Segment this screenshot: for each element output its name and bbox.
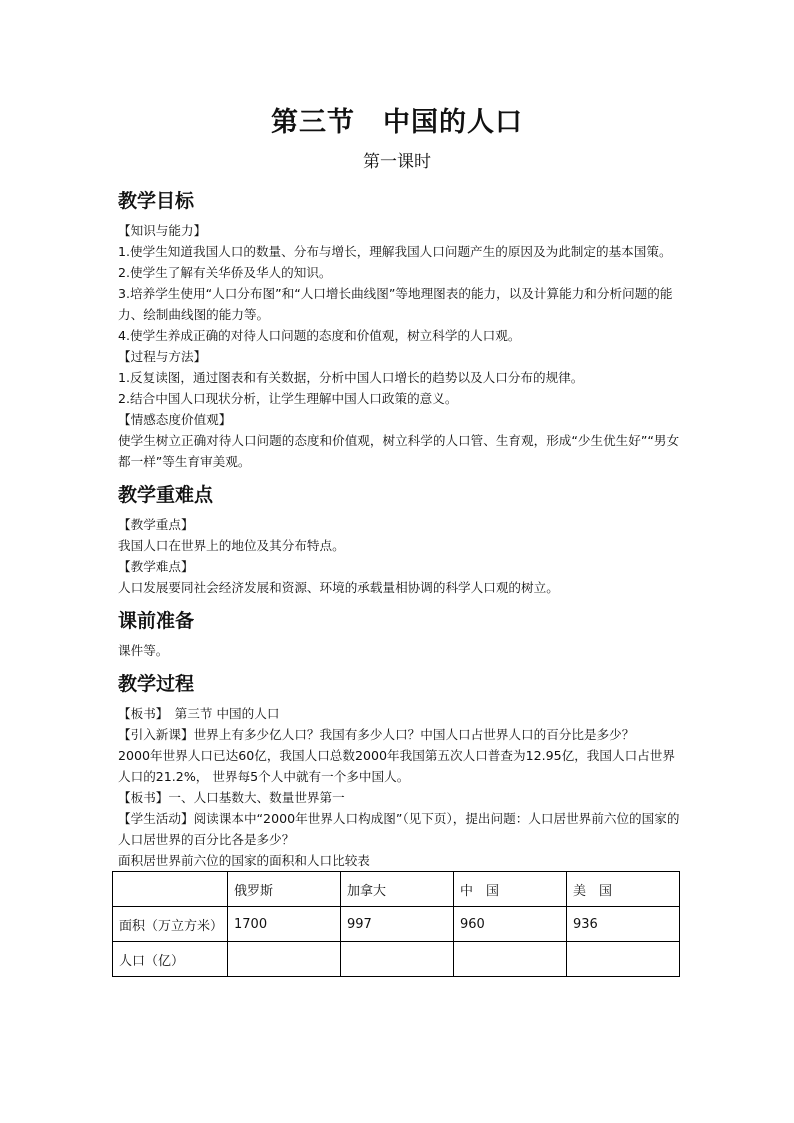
section-heading-objectives: 教学目标 <box>118 190 195 212</box>
paragraph: 1.使学生知道我国人口的数量、分布与增长，理解我国人口问题产生的原因及为此制定的基本国策。 <box>118 244 672 259</box>
table-cell: 960 <box>454 907 567 942</box>
board-note: 【板书】一、人口基数大、数量世界第一 <box>118 790 345 805</box>
table-row <box>113 942 680 977</box>
table-header-cell: 俄罗斯 <box>228 872 341 907</box>
table-header-cell: 美 国 <box>567 872 680 907</box>
document-body <box>118 186 680 977</box>
paragraph: 2000年世界人口已达60亿，我国人口总数2000年我国第五次人口普查为12.95亿，我国人口占世界人口的21.2%， 世界每5个人中就有一个多中国人。 <box>118 748 675 784</box>
subheading-focus: 【教学重点】 <box>118 517 194 532</box>
section-heading-key-points: 教学重难点 <box>118 484 214 506</box>
paragraph: 1.反复读图，通过图表和有关数据，分析中国人口增长的趋势以及人口分布的规律。 <box>118 370 584 385</box>
paragraph: 我国人口在世界上的地位及其分布特点。 <box>118 538 345 553</box>
section-heading-preparation: 课前准备 <box>118 610 195 632</box>
table-header-cell: 中 国 <box>454 872 567 907</box>
table-cell <box>228 942 341 977</box>
table-cell: 面积（万立方米） <box>113 907 228 942</box>
paragraph: 2.结合中国人口现状分析，让学生理解中国人口政策的意义。 <box>118 391 458 406</box>
table-cell: 1700 <box>228 907 341 942</box>
paragraph: 【学生活动】阅读课本中“2000年世界人口构成图”（见下页），提出问题：人口居世界前六位的国家的人口居世界的百分比各是多少？ <box>118 811 680 847</box>
table-row <box>113 907 680 942</box>
table-header-cell: 加拿大 <box>341 872 454 907</box>
paragraph: 3.培养学生使用“人口分布图”和“人口增长曲线图”等地理图表的能力，以及计算能力和分析问题的能力、绘制曲线图的能力等。 <box>118 286 673 322</box>
paragraph: 人口发展要同社会经济发展和资源、环境的承载量相协调的科学人口观的树立。 <box>118 580 559 595</box>
page-title: 第三节 中国的人口 <box>271 107 523 138</box>
table-cell <box>567 942 680 977</box>
table-header-row <box>113 872 680 907</box>
subheading-values: 【情感态度价值观】 <box>118 412 232 427</box>
section-heading-process: 教学过程 <box>118 673 195 695</box>
paragraph: 4.使学生养成正确的对待人口问题的态度和价值观，树立科学的人口观。 <box>118 328 521 343</box>
paragraph: 【引入新课】世界上有多少亿人口？我国有多少人口？中国人口占世界人口的百分比是多少？ <box>118 727 635 742</box>
table-caption: 面积居世界前六位的国家的面积和人口比较表 <box>118 853 370 868</box>
subheading-process: 【过程与方法】 <box>118 349 207 364</box>
board-note: 【板书】 第三节 中国的人口 <box>118 706 280 721</box>
table-cell <box>341 942 454 977</box>
comparison-table <box>112 871 680 977</box>
table-cell: 936 <box>567 907 680 942</box>
subheading-difficulty: 【教学难点】 <box>118 559 194 574</box>
page-subtitle: 第一课时 <box>363 152 431 172</box>
subheading-knowledge: 【知识与能力】 <box>118 223 207 238</box>
paragraph: 使学生树立正确对待人口问题的态度和价值观，树立科学的人口管、生育观，形成“少生优生好”“男女都一样”等生育审美观。 <box>118 433 680 469</box>
table-cell <box>454 942 567 977</box>
table-header-cell <box>113 872 228 907</box>
paragraph: 课件等。 <box>118 643 169 658</box>
table-cell: 997 <box>341 907 454 942</box>
table-cell: 人口（亿） <box>113 942 228 977</box>
paragraph: 2.使学生了解有关华侨及华人的知识。 <box>118 265 332 280</box>
